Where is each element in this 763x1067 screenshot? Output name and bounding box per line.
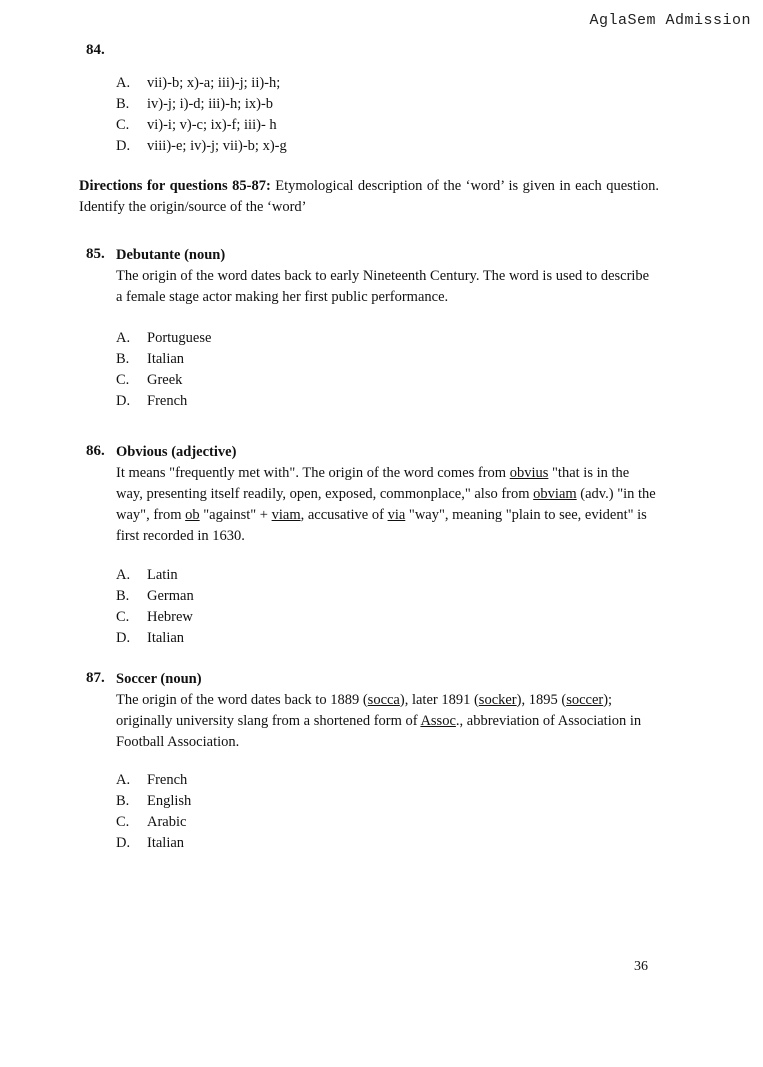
option-d: D. French	[116, 393, 188, 409]
option-a: A. vii)-b; x)-a; iii)-j; ii)-h;	[116, 75, 281, 91]
directions-block	[79, 176, 659, 218]
option-d: D. Italian	[116, 630, 185, 646]
option-b: B. English	[116, 793, 192, 809]
question-87-options	[116, 770, 191, 854]
question-85-title: Debutante (noun)	[116, 247, 226, 263]
question-86-number: 86.	[86, 443, 105, 459]
question-84-options	[116, 73, 287, 157]
question-85-options	[116, 328, 211, 412]
option-b: B. iv)-j; i)-d; iii)-h; ix)-b	[116, 96, 274, 112]
question-87-block	[116, 669, 656, 753]
page-number: 36	[634, 959, 648, 974]
directions-label: Directions for questions 85-87:	[79, 178, 271, 194]
option-a: A. Latin	[116, 567, 178, 583]
option-c: C. vi)-i; v)-c; ix)-f; iii)- h	[116, 117, 277, 133]
option-d: D. viii)-e; iv)-j; vii)-b; x)-g	[116, 138, 287, 154]
question-87-body: The origin of the word dates back to 1889 (socca), later 1891 (socker), 1895 (soccer); originally university slang from a shortened form of Assoc., abbreviation of Association in Football Association.	[116, 692, 642, 750]
option-b: B. Italian	[116, 351, 185, 367]
option-a: A. French	[116, 772, 188, 788]
directions-text: Etymological description of the ‘word’ is given in each question. Identify the origin/source of the ‘word’	[79, 178, 659, 215]
option-d: D. Italian	[116, 835, 185, 851]
question-85-number: 85.	[86, 246, 105, 262]
option-a: A. Portuguese	[116, 330, 212, 346]
question-87-number: 87.	[86, 670, 105, 686]
question-84-number: 84.	[86, 42, 105, 58]
option-c: C. Greek	[116, 372, 183, 388]
option-c: C. Arabic	[116, 814, 187, 830]
question-86-options	[116, 565, 194, 649]
question-85-body: The origin of the word dates back to early Nineteenth Century. The word is used to describe a female stage actor making her first public performance.	[116, 268, 650, 305]
question-86-block	[116, 442, 656, 547]
question-86-title: Obvious (adjective)	[116, 444, 237, 460]
option-b: B. German	[116, 588, 194, 604]
option-c: C. Hebrew	[116, 609, 193, 625]
question-86-body: It means "frequently met with". The origin of the word comes from obvius "that is in the way, presenting itself readily, open, exposed, commonplace," also from obviam (adv.) "in the way", from ob "against" + viam, accusative of via "way", meaning "plain to see, evident" is first recorded in 1630.	[116, 465, 656, 544]
site-header: AglaSem Admission	[589, 12, 751, 29]
question-87-title: Soccer (noun)	[116, 671, 202, 687]
question-85-block	[116, 245, 656, 308]
